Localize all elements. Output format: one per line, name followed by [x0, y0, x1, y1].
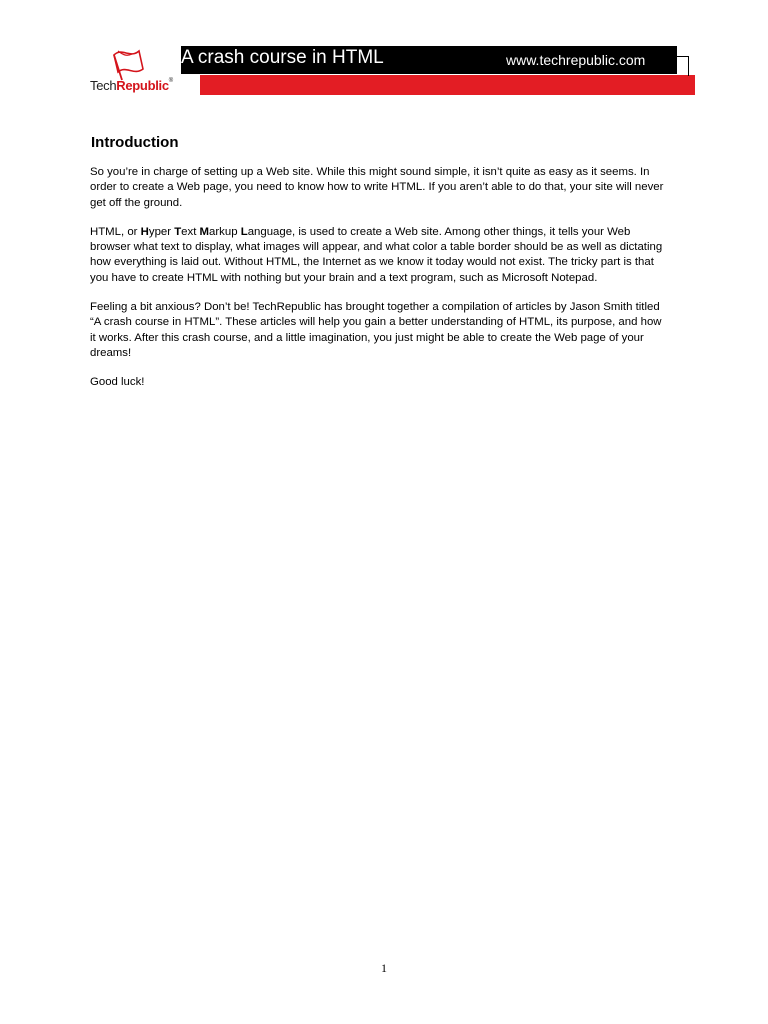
flag-icon: [108, 45, 152, 81]
header-url: www.techrepublic.com: [506, 52, 646, 68]
section-heading: Introduction: [91, 134, 179, 151]
logo-wordmark: [90, 78, 173, 93]
p2-arkup: arkup: [209, 225, 241, 238]
p2-bold-l: L: [240, 225, 248, 238]
header-title: A crash course in HTML: [181, 47, 384, 68]
logo-text-republic: Republic: [116, 78, 169, 93]
logo-registered-mark: ®: [168, 78, 173, 84]
paragraph-1: So you’re in charge of setting up a Web site. While this might sound simple, it isn’t quite as easy as it seems. In order to create a Web page, you need to know how to write HTML. If you aren’t able to do that, your site will never get off the ground.: [90, 166, 664, 209]
p2-rest: anguage, is used to create a Web site. Among other things, it tells your Web browser what text to display, what images will appear, and what color a table border should be as well as dictating how everything is laid out. Without HTML, the Internet as we know it today would not exist. The tricky part is that you have to create HTML with nothing but your brain and a text program, such as Microsoft Notepad.: [90, 225, 663, 284]
document-body: [90, 165, 670, 405]
paragraph-2: [90, 225, 670, 286]
header-red-bar: [200, 75, 695, 95]
p2-ext: ext: [181, 225, 200, 238]
paragraph-4: Good luck!: [90, 376, 145, 389]
p2-bold-m: M: [199, 225, 210, 238]
p2-bold-h: H: [140, 225, 149, 238]
p2-yper: yper: [148, 225, 175, 238]
header-bracket-vertical: [688, 56, 689, 76]
paragraph-3: Feeling a bit anxious? Don’t be! TechRepublic has brought together a compilation of articles by Jason Smith titled “A crash course in HTML”. These articles will help you gain a better understanding of HTML, its purpose, and how it works. After this crash course, and a little imagination, you just might be able to create the Web page of your dreams!: [90, 301, 662, 359]
techrepublic-logo: [88, 45, 178, 99]
header-bracket-horizontal: [677, 56, 689, 57]
logo-text-tech: Tech: [90, 78, 117, 93]
p2-intro: HTML, or: [90, 225, 141, 238]
p2-bold-t: T: [174, 225, 182, 238]
page-number: 1: [381, 961, 387, 975]
